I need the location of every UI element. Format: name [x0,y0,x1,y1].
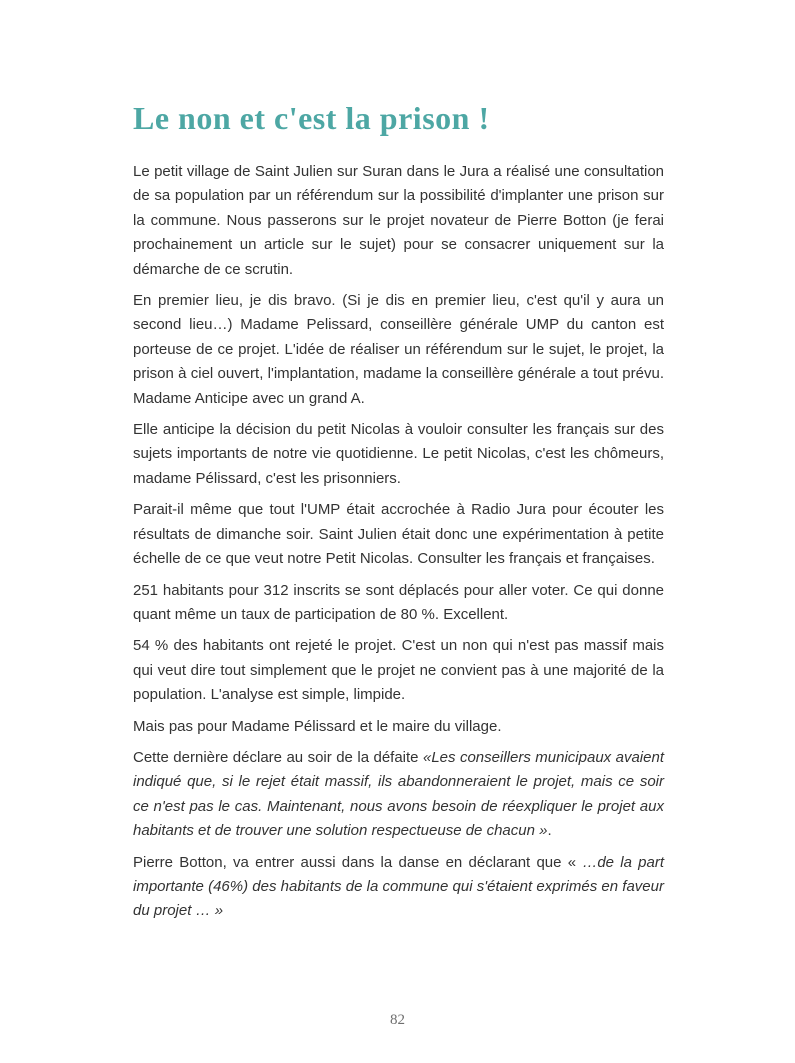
paragraph [133,851,664,924]
article-body [133,160,664,924]
paragraph-text: 54 % des habitants ont rejeté le projet. C'est un non qui n'est pas massif mais qui veut dire tout simplement que le projet ne convient pas à une majorité de la population. L'analyse est simple, limpide. [133,637,664,704]
paragraph [133,746,664,844]
paragraph [133,418,664,491]
article-title: Le non et c'est la prison ! [133,100,490,136]
quote-text: «Les conseillers municipaux avaient indiqué que, si le rejet était massif, ils abandonneraient le projet, mais ce soir ce n'est pas le cas. Maintenant, nous avons besoin de réexpliquer le projet aux habitants et de trouver une solution respectueuse de chacun » [133,748,664,840]
paragraph-text: 251 habitants pour 312 inscrits se sont déplacés pour aller voter. Ce qui donne quant même un taux de participation de 80 %. Excellent. [133,581,664,623]
article-content [133,98,664,931]
paragraph [133,715,664,739]
paragraph-text: Le petit village de Saint Julien sur Suran dans le Jura a réalisé une consultation de sa population par un référendum sur la possibilité d'implanter une prison sur la commune. Nous passerons sur le projet novateur de Pierre Botton (je ferai prochainement un article sur le sujet) pour se consacrer uniquement sur la démarche de ce scrutin. [133,163,664,278]
paragraph-text: Cette dernière déclare au soir de la défaite [133,748,423,766]
paragraph-text: Mais pas pour Madame Pélissard et le maire du village. [133,717,502,735]
paragraph-text: Parait-il même que tout l'UMP était accrochée à Radio Jura pour écouter les résultats de dimanche soir. Saint Julien était donc une expérimentation à petite échelle de ce que veut notre Petit Nicolas. Consulter les français et françaises. [133,501,664,568]
paragraph-text: En premier lieu, je dis bravo. (Si je dis en premier lieu, c'est qu'il y aura un second lieu…) Madame Pelissard, conseillère générale UMP du canton est porteuse de ce projet. L'idée de réaliser un référendum sur le sujet, le projet, la prison à ciel ouvert, l'implantation, madame la conseillère générale a tout prévu. Madame Anticipe avec un grand A. [133,292,664,407]
quote-text: …de la part importante (46%) des habitants de la commune qui s'étaient exprimés en faveur du projet … » [133,853,664,920]
page-number: 82 [390,1012,405,1028]
paragraph [133,160,664,282]
paragraph-text: Elle anticipe la décision du petit Nicolas à vouloir consulter les français sur des sujets importants de notre vie quotidienne. Le petit Nicolas, c'est les chômeurs, madame Pélissard, c'est les prisonniers. [133,421,664,487]
paragraph [133,579,664,628]
paragraph [133,634,664,707]
paragraph [133,289,664,411]
paragraph-text: Pierre Botton, va entrer aussi dans la danse en déclarant que « [133,853,583,871]
paragraph [133,498,664,571]
paragraph-text: . [547,822,552,840]
